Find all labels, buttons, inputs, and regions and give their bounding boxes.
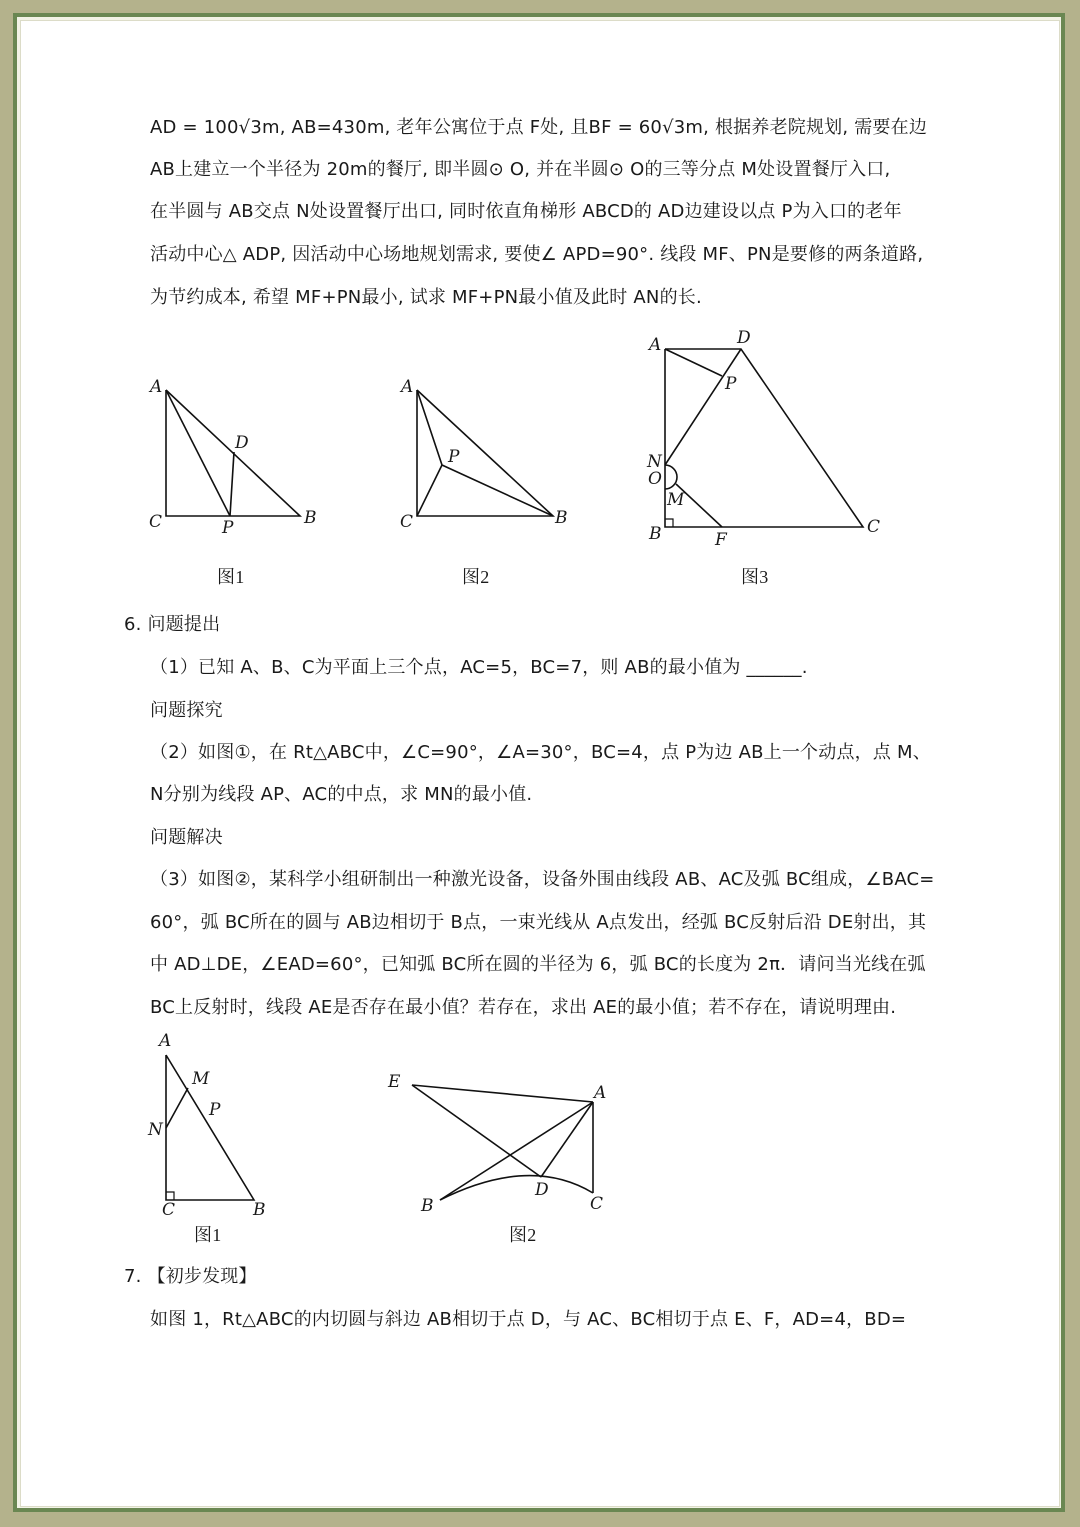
- p6-q3-line-2: 60°，弧 BC所在的圆与 AB边相切于 B点，一束光线从 A点发出，经弧 BC反射后沿 DE射出，其: [150, 912, 927, 933]
- point-label: B: [555, 508, 568, 528]
- p5-line-3: 在半圆与 AB交点 N处设置餐厅出口, 同时依直角梯形 ABCD的 AD边建设以点 P为入口的老年: [150, 201, 902, 222]
- p6-heading: [124, 610, 220, 636]
- point-label: C: [162, 1200, 176, 1220]
- point-label: C: [400, 512, 414, 532]
- p6-q1: （1）已知 A、B、C为平面上三个点，AC=5，BC=7，则 AB的最小值为 ______.: [150, 657, 808, 678]
- point-label: A: [594, 1083, 607, 1103]
- point-label: A: [401, 377, 414, 397]
- point-label: B: [421, 1196, 434, 1216]
- point-label: C: [590, 1194, 604, 1214]
- problem-number: 6.: [124, 614, 142, 635]
- p6-explore: 问题探究: [150, 700, 223, 721]
- p6-figure-1: [166, 1055, 254, 1200]
- point-label: A: [159, 1031, 172, 1051]
- figure-caption: 图3: [741, 567, 769, 587]
- figure-caption: 图2: [509, 1225, 537, 1245]
- point-label: M: [192, 1069, 210, 1089]
- p6-q2-line-2: N分别为线段 AP、AC的中点，求 MN的最小值.: [150, 784, 533, 805]
- p5-figure-2: [417, 390, 553, 516]
- p5-line-2: AB上建立一个半径为 20m的餐厅, 即半圆⊙ O, 并在半圆⊙ O的三等分点 M处设置餐厅入口,: [150, 159, 891, 180]
- p5-line-5: 为节约成本, 希望 MF+PN最小, 试求 MF+PN最小值及此时 AN的长.: [150, 287, 702, 308]
- p7-line-1: 如图 1，Rt△ABC的内切圆与斜边 AB相切于点 D，与 AC、BC相切于点 E、F，AD=4，BD=: [150, 1309, 907, 1330]
- point-label: B: [649, 524, 662, 544]
- point-label: B: [304, 508, 317, 528]
- point-label: P: [222, 518, 234, 538]
- point-label: N: [647, 452, 663, 472]
- p6-figure-2: [412, 1085, 593, 1200]
- point-label: E: [388, 1072, 401, 1092]
- point-label: P: [725, 374, 737, 394]
- figure-caption: 图1: [194, 1225, 222, 1245]
- figure-caption: 图1: [217, 567, 245, 587]
- point-label: C: [867, 517, 881, 537]
- point-label: P: [209, 1100, 221, 1120]
- point-label: F: [715, 530, 727, 550]
- p5-figure-3: [665, 349, 863, 527]
- p6-solve: 问题解决: [150, 827, 223, 848]
- point-label: A: [649, 335, 662, 355]
- point-label: B: [253, 1200, 266, 1220]
- point-label: C: [149, 512, 163, 532]
- section-title: 【初步发现】: [147, 1266, 257, 1287]
- p5-line-1: AD = 100√3m, AB=430m, 老年公寓位于点 F处, 且BF = 60√3m, 根据养老院规划, 需要在边: [150, 117, 928, 138]
- p6-q2-line-1: （2）如图①，在 Rt△ABC中，∠C=90°，∠A=30°，BC=4，点 P为边 AB上一个动点，点 M、: [150, 742, 931, 763]
- p6-q3-line-1: （3）如图②，某科学小组研制出一种激光设备，设备外围由线段 AB、AC及弧 BC组成，∠BAC=: [150, 869, 935, 890]
- figure-caption: 图2: [462, 567, 490, 587]
- point-label: P: [448, 447, 460, 467]
- point-label: D: [235, 433, 249, 453]
- p5-line-4: 活动中心△ ADP, 因活动中心场地规划需求, 要使∠ APD=90°. 线段 MF、PN是要修的两条道路,: [150, 244, 924, 265]
- problem-number: 7.: [124, 1266, 142, 1287]
- p6-q3-line-3: 中 AD⊥DE，∠EAD=60°，已知弧 BC所在圆的半径为 6，弧 BC的长度为 2π．请问当光线在弧: [150, 954, 926, 975]
- point-label: A: [150, 377, 163, 397]
- p6-q3-line-4: BC上反射时，线段 AE是否存在最小值？若存在，求出 AE的最小值；若不存在，请说明理由.: [150, 997, 897, 1018]
- point-label: D: [535, 1180, 549, 1200]
- section-title: 问题提出: [147, 614, 221, 635]
- p7-heading: [124, 1262, 257, 1288]
- point-label: M: [667, 490, 685, 510]
- point-label: N: [148, 1120, 164, 1140]
- point-label: O: [648, 469, 663, 489]
- point-label: D: [737, 328, 751, 348]
- p5-figure-1: [166, 390, 300, 516]
